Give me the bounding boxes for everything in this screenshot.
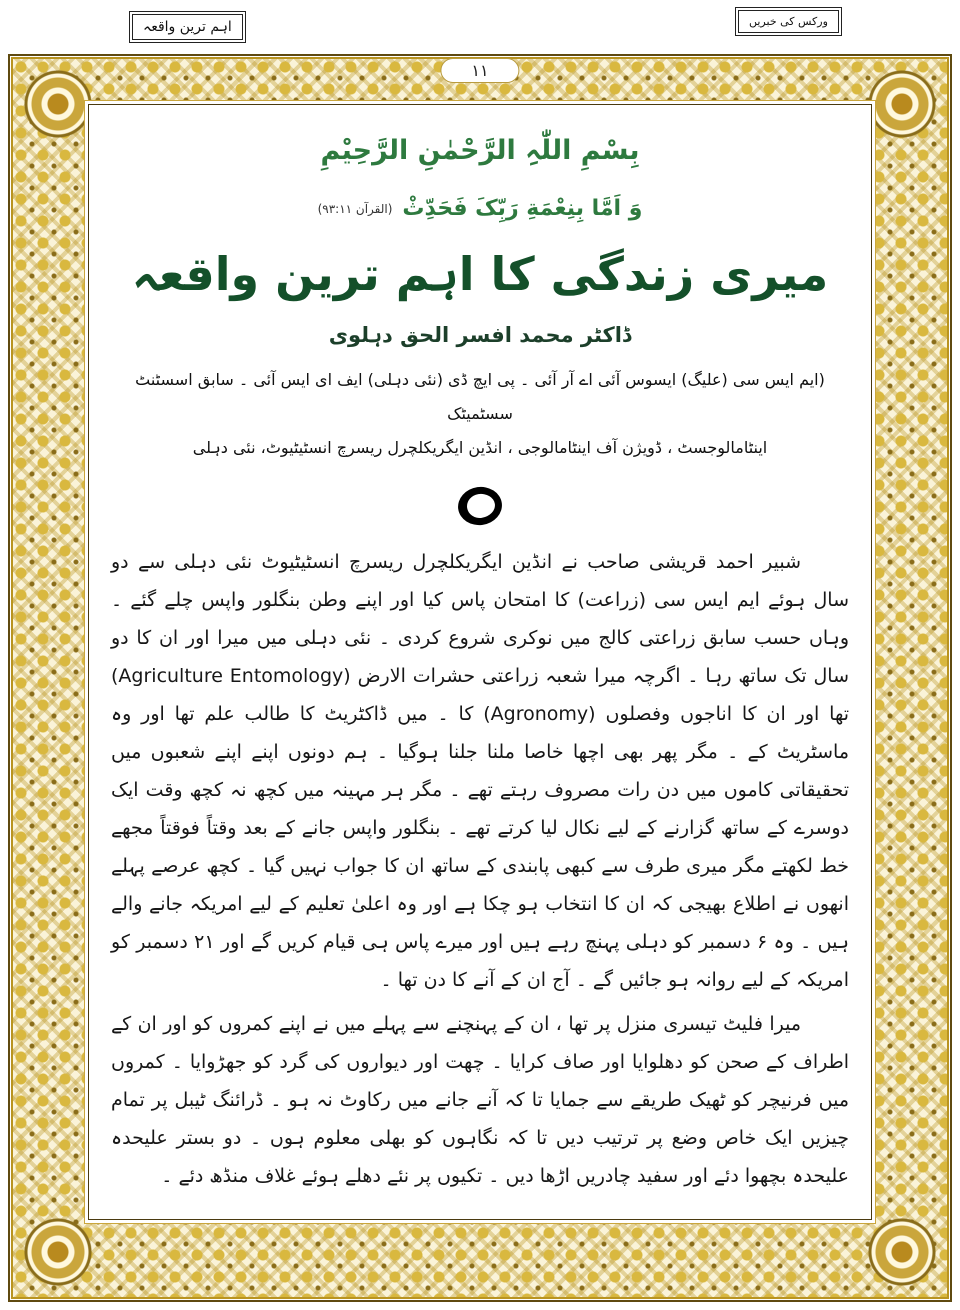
author-credentials — [111, 363, 849, 465]
header-label-right — [738, 10, 839, 33]
verse-text: وَ اَمَّا بِنِعْمَةِ رَبِّکَ فَحَدِّثْ — [402, 196, 643, 221]
credentials-line-1: (ایم ایس سی (علیگ) ایسوس آئی اے آر آئی ۔ پی ایچ ڈی (نئی دہلی) ایف ای ایس آئی ۔ سابق اسسٹنٹ سسٹمیٹک — [135, 370, 825, 423]
ring-ornament-icon — [456, 484, 505, 528]
header-label-left-text: اہم ترین واقعہ — [143, 19, 232, 35]
header-label-left — [132, 14, 243, 40]
bismillah-text: بِسْمِ اللّٰہِ الرَّحْمٰنِ الرَّحِیْمِ — [320, 135, 640, 166]
article-title: میری زندگی کا اہم ترین واقعہ — [131, 247, 829, 301]
verse-reference: (القرآن ۹۳:۱۱) — [317, 201, 393, 216]
body-paragraph-1: شبیر احمد قریشی صاحب نے انڈین ایگریکلچرل ریسرچ انسٹیٹیوٹ نئی دہلی سے دو سال ہوئے ایم ایس سی (زراعت) کا امتحان پاس کیا اور اپنے وطن بنگلور واپس چلے گئے ۔ وہاں حسب سابق زراعتی کالج میں نوکری شروع کردی ۔ نئی دہلی میں میرا اور ان کا دو سال تک ساتھ رہا ۔ اگرچہ میرا شعبہ زراعتی حشرات الارض (Agriculture Entomology) تھا اور ان کا اناجوں وفصلوں (Agronomy) کا ۔ میں ڈاکٹریٹ کا طالب علم تھا اور وہ ماسٹریٹ کے ۔ مگر پھر بھی اچھا خاصا ملنا جلنا ہوگیا ۔ ہم دونوں اپنے اپنے شعبوں میں تحقیقاتی کاموں میں دن رات مصروف رہتے تھے ۔ مگر ہر مہینہ میں کچھ نہ کچھ وقت ایک دوسرے کے ساتھ گزارنے کے لیے نکال لیا کرتے تھے ۔ بنگلور واپس جانے کے بعد وقتاً فوقتاً مجھے خط لکھتے مگر میری طرف سے کبھی پابندی کے ساتھ ان کا جواب نہیں گیا ۔ کچھ عرصے پہلے انھوں نے اطلاع بھیجی کہ ان کا انتخاب ہو چکا ہے اور وہ اعلیٰ تعلیم کے لیے امریکہ جانے والے ہیں ۔ وہ ۶ دسمبر کو دہلی پہنچ رہے ہیں اور میرے پاس ہی قیام کریں گے اور ۲۱ دسمبر کو امریکہ کے لیے روانہ ہو جائیں گے ۔ آج ان کے آنے کا دن تھا ۔ — [111, 551, 850, 991]
body-paragraph-2: میرا فلیٹ تیسری منزل پر تھا ، ان کے پہنچنے سے پہلے میں نے اپنے کمروں کو اور ان کے اطراف کے صحن کو دھلوایا اور صاف کرایا ۔ چھت اور دیواروں کی گرد کو جھڑوایا ۔ کمروں میں فرنیچر کو ٹھیک طریقے سے جمایا تا کہ آنے جانے میں رکاوٹ نہ ہو ۔ ڈرائنگ ٹیبل پر تمام چیزیں ایک خاص وضع پر ترتیب دیں تا کہ نگاہوں کو بھلی معلوم ہوں ۔ دو بستر علیحدہ علیحدہ بچھوا دئے اور سفید چادریں اڑھا دیں ۔ تکیوں پر نئے دھلے ہوئے غلاف منڈھ دئے ۔ — [111, 1013, 849, 1187]
page-number: ۱۱ — [440, 58, 519, 83]
quran-verse-row — [111, 196, 849, 221]
credentials-line-2: اینٹامالوجسٹ ، ڈویژن آف اینٹامالوجی ، انڈین ایگریکلچرل ریسرچ انسٹیٹیوٹ، نئی دہلی — [192, 438, 768, 457]
page-content — [88, 104, 872, 1220]
header-label-right-text: ورکس کی خبریں — [749, 15, 828, 28]
author-name: ڈاکٹر محمد افسر الحق دہلوی — [328, 323, 632, 347]
